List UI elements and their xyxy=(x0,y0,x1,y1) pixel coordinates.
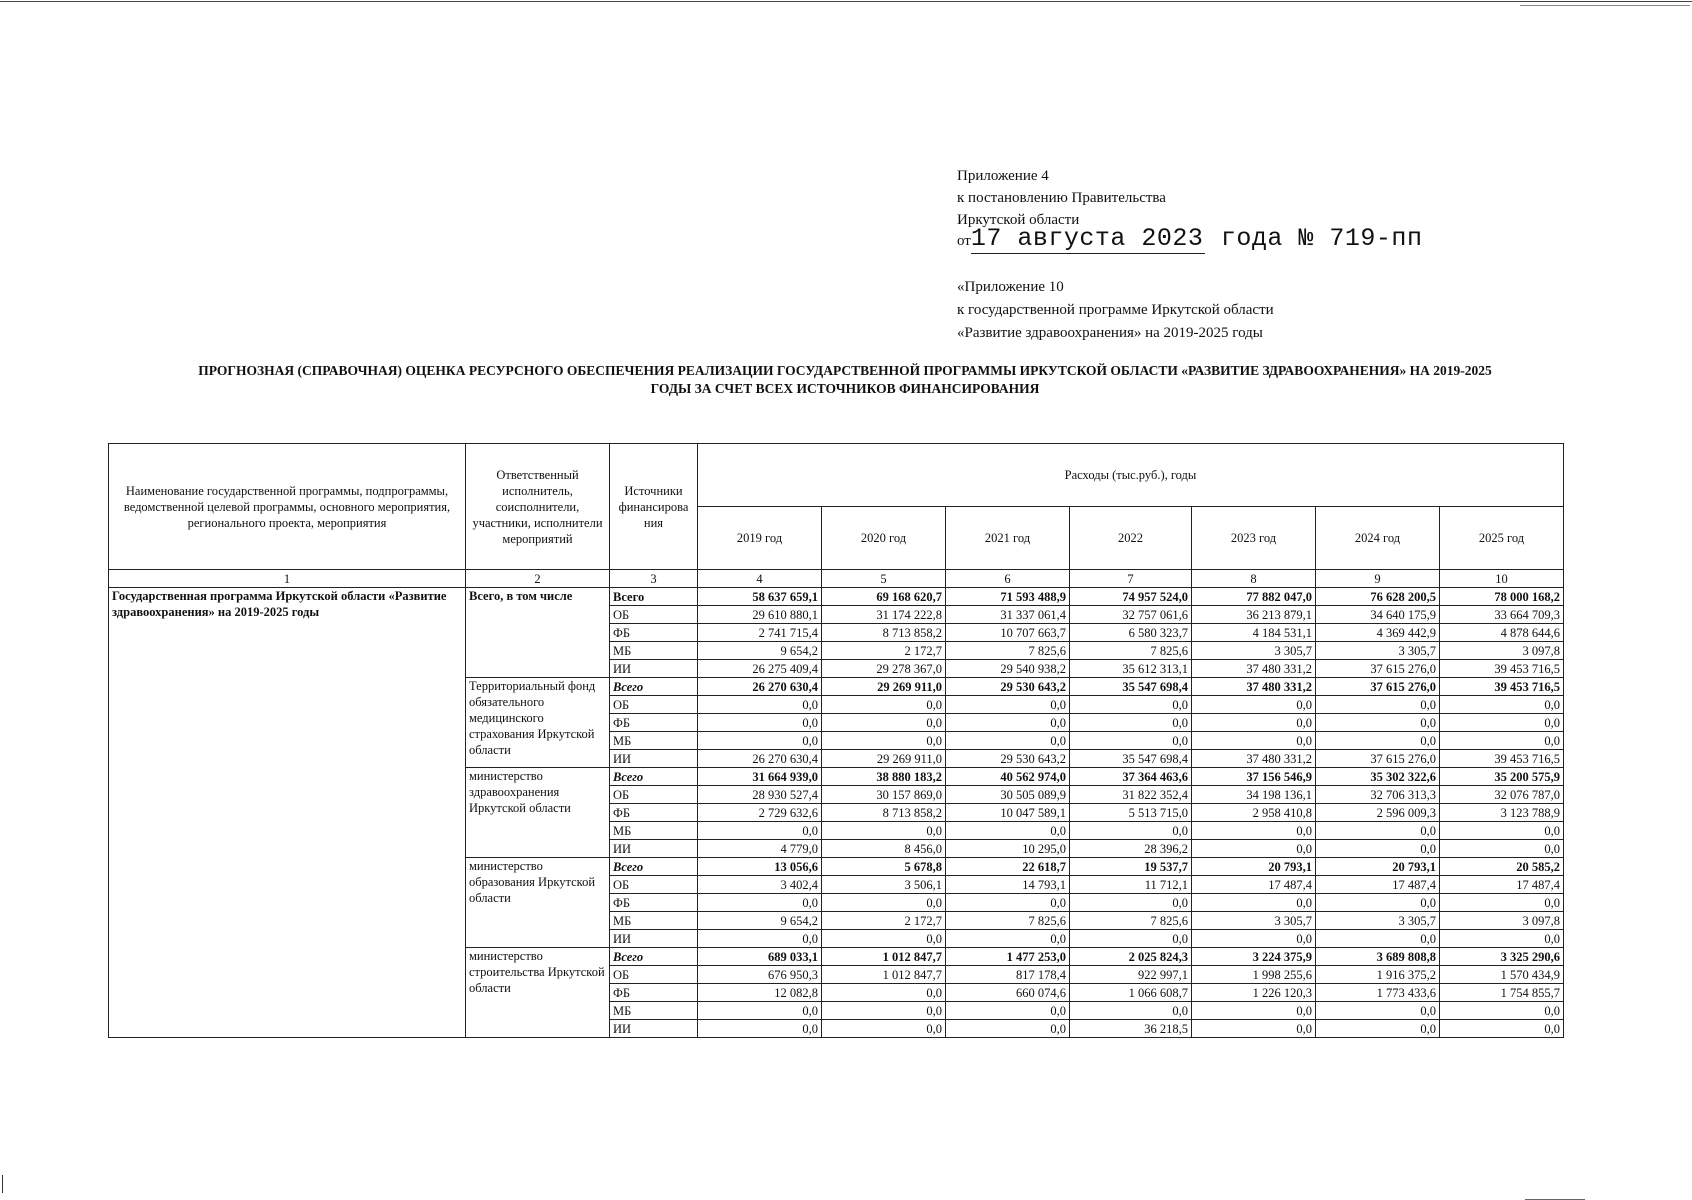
value-cell: 69 168 620,7 xyxy=(822,588,946,606)
column-number: 2 xyxy=(466,570,610,588)
value-cell: 0,0 xyxy=(822,930,946,948)
value-cell: 0,0 xyxy=(1070,930,1192,948)
scan-margin-mark xyxy=(2,1175,3,1193)
value-cell: 0,0 xyxy=(822,1002,946,1020)
value-cell: 8 456,0 xyxy=(822,840,946,858)
value-cell: 0,0 xyxy=(698,930,822,948)
source-cell: Всего xyxy=(610,588,698,606)
value-cell: 0,0 xyxy=(1440,822,1564,840)
value-cell: 20 585,2 xyxy=(1440,858,1564,876)
value-cell: 8 713 858,2 xyxy=(822,804,946,822)
value-cell: 1 012 847,7 xyxy=(822,948,946,966)
value-cell: 1 477 253,0 xyxy=(946,948,1070,966)
decree-date: 17 августа 2023 xyxy=(970,224,1204,253)
value-cell: 0,0 xyxy=(1440,1002,1564,1020)
source-cell: ИИ xyxy=(610,840,698,858)
appendix-line: к постановлению Правительства xyxy=(957,190,1166,206)
source-cell: ФБ xyxy=(610,624,698,642)
value-cell: 34 198 136,1 xyxy=(1192,786,1316,804)
value-cell: 8 713 858,2 xyxy=(822,624,946,642)
value-cell: 3 305,7 xyxy=(1192,642,1316,660)
value-cell: 0,0 xyxy=(1192,1002,1316,1020)
year-header: 2019 год xyxy=(698,507,822,570)
value-cell: 10 707 663,7 xyxy=(946,624,1070,642)
value-cell: 36 218,5 xyxy=(1070,1020,1192,1038)
top-border-line xyxy=(0,1,1692,2)
value-cell: 0,0 xyxy=(822,714,946,732)
value-cell: 32 076 787,0 xyxy=(1440,786,1564,804)
value-cell: 0,0 xyxy=(698,1002,822,1020)
value-cell: 32 757 061,6 xyxy=(1070,606,1192,624)
value-cell: 20 793,1 xyxy=(1192,858,1316,876)
value-cell: 26 275 409,4 xyxy=(698,660,822,678)
executor-cell: министерство образования Иркутской области xyxy=(466,858,610,948)
value-cell: 9 654,2 xyxy=(698,642,822,660)
header-expenses-cell: Расходы (тыс.руб.), годы xyxy=(698,444,1564,507)
value-cell: 37 156 546,9 xyxy=(1192,768,1316,786)
value-cell: 31 337 061,4 xyxy=(946,606,1070,624)
value-cell: 0,0 xyxy=(1316,822,1440,840)
value-cell: 3 402,4 xyxy=(698,876,822,894)
value-cell: 35 547 698,4 xyxy=(1070,678,1192,696)
value-cell: 0,0 xyxy=(1192,714,1316,732)
source-cell: ОБ xyxy=(610,696,698,714)
appendix-line: Иркутской области xyxy=(957,212,1080,228)
title-line: ПРОГНОЗНАЯ (СПРАВОЧНАЯ) ОЦЕНКА РЕСУРСНОГО ОБЕСПЕЧЕНИЯ РЕАЛИЗАЦИИ ГОСУДАРСТВЕННОЙ ПРОГРАММЫ ИРКУТСКОЙ ОБЛАСТИ «РАЗВИТИЕ ЗДРАВООХРАНЕНИЯ» НА 2019-2025 xyxy=(198,363,1492,378)
value-cell: 0,0 xyxy=(1192,840,1316,858)
column-number: 7 xyxy=(1070,570,1192,588)
column-number: 4 xyxy=(698,570,822,588)
value-cell: 39 453 716,5 xyxy=(1440,750,1564,768)
source-cell: МБ xyxy=(610,642,698,660)
value-cell: 34 640 175,9 xyxy=(1316,606,1440,624)
value-cell: 0,0 xyxy=(1070,714,1192,732)
value-cell: 1 998 255,6 xyxy=(1192,966,1316,984)
decree-number: года № 719-пп xyxy=(1205,224,1423,253)
value-cell: 4 184 531,1 xyxy=(1192,624,1316,642)
header-row xyxy=(109,444,1564,507)
value-cell: 2 172,7 xyxy=(822,912,946,930)
appendix2-line: к государственной программе Иркутской области xyxy=(957,302,1274,318)
value-cell: 9 654,2 xyxy=(698,912,822,930)
year-header: 2021 год xyxy=(946,507,1070,570)
column-number: 3 xyxy=(610,570,698,588)
value-cell: 4 369 442,9 xyxy=(1316,624,1440,642)
source-cell: МБ xyxy=(610,912,698,930)
year-header: 2025 год xyxy=(1440,507,1564,570)
value-cell: 0,0 xyxy=(698,696,822,714)
value-cell: 37 480 331,2 xyxy=(1192,660,1316,678)
value-cell: 77 882 047,0 xyxy=(1192,588,1316,606)
value-cell: 0,0 xyxy=(1440,840,1564,858)
value-cell: 29 530 643,2 xyxy=(946,750,1070,768)
source-cell: ОБ xyxy=(610,876,698,894)
value-cell: 29 530 643,2 xyxy=(946,678,1070,696)
value-cell: 3 097,8 xyxy=(1440,642,1564,660)
value-cell: 29 540 938,2 xyxy=(946,660,1070,678)
decree-reference xyxy=(957,224,1422,254)
value-cell: 29 610 880,1 xyxy=(698,606,822,624)
value-cell: 0,0 xyxy=(1192,732,1316,750)
source-cell: ФБ xyxy=(610,894,698,912)
value-cell: 0,0 xyxy=(822,894,946,912)
value-cell: 78 000 168,2 xyxy=(1440,588,1564,606)
value-cell: 26 270 630,4 xyxy=(698,678,822,696)
value-cell: 0,0 xyxy=(698,894,822,912)
column-number: 8 xyxy=(1192,570,1316,588)
column-number: 10 xyxy=(1440,570,1564,588)
value-cell: 0,0 xyxy=(822,1020,946,1038)
value-cell: 12 082,8 xyxy=(698,984,822,1002)
value-cell: 2 958 410,8 xyxy=(1192,804,1316,822)
value-cell: 10 047 589,1 xyxy=(946,804,1070,822)
resource-table xyxy=(108,443,1564,1038)
value-cell: 31 174 222,8 xyxy=(822,606,946,624)
value-cell: 1 916 375,2 xyxy=(1316,966,1440,984)
source-cell: ОБ xyxy=(610,966,698,984)
value-cell: 17 487,4 xyxy=(1440,876,1564,894)
value-cell: 0,0 xyxy=(1070,696,1192,714)
year-header: 2020 год xyxy=(822,507,946,570)
source-cell: Всего xyxy=(610,768,698,786)
table-row xyxy=(109,588,1564,606)
value-cell: 1 012 847,7 xyxy=(822,966,946,984)
header-source-cell: Источники финансирова ния xyxy=(610,444,698,570)
value-cell: 0,0 xyxy=(1316,894,1440,912)
value-cell: 660 074,6 xyxy=(946,984,1070,1002)
value-cell: 0,0 xyxy=(1316,1020,1440,1038)
value-cell: 0,0 xyxy=(1440,1020,1564,1038)
value-cell: 1 754 855,7 xyxy=(1440,984,1564,1002)
value-cell: 0,0 xyxy=(1440,732,1564,750)
value-cell: 3 506,1 xyxy=(822,876,946,894)
source-cell: Всего xyxy=(610,858,698,876)
value-cell: 37 480 331,2 xyxy=(1192,678,1316,696)
source-cell: ФБ xyxy=(610,804,698,822)
value-cell: 35 200 575,9 xyxy=(1440,768,1564,786)
value-cell: 37 615 276,0 xyxy=(1316,678,1440,696)
value-cell: 29 269 911,0 xyxy=(822,750,946,768)
value-cell: 37 364 463,6 xyxy=(1070,768,1192,786)
value-cell: 3 305,7 xyxy=(1316,642,1440,660)
value-cell: 71 593 488,9 xyxy=(946,588,1070,606)
value-cell: 0,0 xyxy=(1440,696,1564,714)
value-cell: 26 270 630,4 xyxy=(698,750,822,768)
value-cell: 1 773 433,6 xyxy=(1316,984,1440,1002)
value-cell: 0,0 xyxy=(1316,696,1440,714)
value-cell: 2 729 632,6 xyxy=(698,804,822,822)
value-cell: 0,0 xyxy=(822,732,946,750)
value-cell: 3 123 788,9 xyxy=(1440,804,1564,822)
value-cell: 0,0 xyxy=(1440,930,1564,948)
value-cell: 1 226 120,3 xyxy=(1192,984,1316,1002)
value-cell: 0,0 xyxy=(1316,840,1440,858)
source-cell: ОБ xyxy=(610,606,698,624)
value-cell: 38 880 183,2 xyxy=(822,768,946,786)
value-cell: 817 178,4 xyxy=(946,966,1070,984)
value-cell: 17 487,4 xyxy=(1192,876,1316,894)
header-executor-cell: Ответственный исполнитель, соисполнители, участники, исполнители мероприятий xyxy=(466,444,610,570)
value-cell: 1 570 434,9 xyxy=(1440,966,1564,984)
value-cell: 0,0 xyxy=(1316,1002,1440,1020)
value-cell: 0,0 xyxy=(1440,894,1564,912)
value-cell: 13 056,6 xyxy=(698,858,822,876)
value-cell: 28 930 527,4 xyxy=(698,786,822,804)
value-cell: 3 305,7 xyxy=(1192,912,1316,930)
value-cell: 35 612 313,1 xyxy=(1070,660,1192,678)
value-cell: 0,0 xyxy=(1316,714,1440,732)
year-header: 2023 год xyxy=(1192,507,1316,570)
value-cell: 36 213 879,1 xyxy=(1192,606,1316,624)
value-cell: 32 706 313,3 xyxy=(1316,786,1440,804)
value-cell: 3 689 808,8 xyxy=(1316,948,1440,966)
value-cell: 0,0 xyxy=(1192,696,1316,714)
value-cell: 3 097,8 xyxy=(1440,912,1564,930)
value-cell: 29 269 911,0 xyxy=(822,678,946,696)
appendix2-line: «Приложение 10 xyxy=(957,279,1064,295)
value-cell: 14 793,1 xyxy=(946,876,1070,894)
program-appendix-header xyxy=(957,276,1274,345)
value-cell: 31 822 352,4 xyxy=(1070,786,1192,804)
value-cell: 7 825,6 xyxy=(1070,642,1192,660)
appendix-line: Приложение 4 xyxy=(957,168,1049,184)
value-cell: 30 505 089,9 xyxy=(946,786,1070,804)
source-cell: ОБ xyxy=(610,786,698,804)
value-cell: 2 025 824,3 xyxy=(1070,948,1192,966)
executor-cell: Территориальный фонд обязательного медицинского страхования Иркутской области xyxy=(466,678,610,768)
value-cell: 0,0 xyxy=(1192,1020,1316,1038)
value-cell: 35 547 698,4 xyxy=(1070,750,1192,768)
value-cell: 20 793,1 xyxy=(1316,858,1440,876)
value-cell: 0,0 xyxy=(946,732,1070,750)
value-cell: 3 305,7 xyxy=(1316,912,1440,930)
value-cell: 31 664 939,0 xyxy=(698,768,822,786)
value-cell: 0,0 xyxy=(1440,714,1564,732)
source-cell: ФБ xyxy=(610,714,698,732)
value-cell: 37 615 276,0 xyxy=(1316,660,1440,678)
value-cell: 58 637 659,1 xyxy=(698,588,822,606)
value-cell: 0,0 xyxy=(822,984,946,1002)
source-cell: ИИ xyxy=(610,660,698,678)
value-cell: 0,0 xyxy=(822,696,946,714)
appendix-header xyxy=(957,165,1166,231)
source-cell: Всего xyxy=(610,948,698,966)
value-cell: 11 712,1 xyxy=(1070,876,1192,894)
value-cell: 0,0 xyxy=(1192,894,1316,912)
value-cell: 29 278 367,0 xyxy=(822,660,946,678)
year-header: 2024 год xyxy=(1316,507,1440,570)
title-line: ГОДЫ ЗА СЧЕТ ВСЕХ ИСТОЧНИКОВ ФИНАНСИРОВАНИЯ xyxy=(650,381,1040,396)
value-cell: 0,0 xyxy=(946,1002,1070,1020)
value-cell: 0,0 xyxy=(822,822,946,840)
value-cell: 0,0 xyxy=(1192,822,1316,840)
value-cell: 17 487,4 xyxy=(1316,876,1440,894)
value-cell: 922 997,1 xyxy=(1070,966,1192,984)
value-cell: 0,0 xyxy=(698,714,822,732)
source-cell: МБ xyxy=(610,732,698,750)
decree-prefix: от xyxy=(957,233,971,249)
value-cell: 676 950,3 xyxy=(698,966,822,984)
value-cell: 0,0 xyxy=(946,822,1070,840)
value-cell: 0,0 xyxy=(1070,894,1192,912)
program-name-cell: Государственная программа Иркутской области «Развитие здравоохранения» на 2019-2025 годы xyxy=(109,588,466,1038)
document-title xyxy=(105,362,1585,398)
executor-cell: министерство здравоохранения Иркутской области xyxy=(466,768,610,858)
value-cell: 5 513 715,0 xyxy=(1070,804,1192,822)
column-number-row xyxy=(109,570,1564,588)
value-cell: 28 396,2 xyxy=(1070,840,1192,858)
value-cell: 7 825,6 xyxy=(946,642,1070,660)
year-header: 2022 xyxy=(1070,507,1192,570)
value-cell: 6 580 323,7 xyxy=(1070,624,1192,642)
value-cell: 0,0 xyxy=(946,894,1070,912)
value-cell: 19 537,7 xyxy=(1070,858,1192,876)
value-cell: 7 825,6 xyxy=(1070,912,1192,930)
value-cell: 7 825,6 xyxy=(946,912,1070,930)
value-cell: 74 957 524,0 xyxy=(1070,588,1192,606)
value-cell: 2 596 009,3 xyxy=(1316,804,1440,822)
value-cell: 37 480 331,2 xyxy=(1192,750,1316,768)
value-cell: 0,0 xyxy=(698,822,822,840)
value-cell: 2 741 715,4 xyxy=(698,624,822,642)
value-cell: 3 325 290,6 xyxy=(1440,948,1564,966)
value-cell: 0,0 xyxy=(1192,930,1316,948)
value-cell: 2 172,7 xyxy=(822,642,946,660)
value-cell: 1 066 608,7 xyxy=(1070,984,1192,1002)
column-number: 5 xyxy=(822,570,946,588)
column-number: 9 xyxy=(1316,570,1440,588)
value-cell: 0,0 xyxy=(1070,822,1192,840)
value-cell: 39 453 716,5 xyxy=(1440,660,1564,678)
value-cell: 35 302 322,6 xyxy=(1316,768,1440,786)
value-cell: 10 295,0 xyxy=(946,840,1070,858)
top-border-line-right xyxy=(1520,5,1690,6)
source-cell: МБ xyxy=(610,1002,698,1020)
source-cell: ИИ xyxy=(610,930,698,948)
source-cell: Всего xyxy=(610,678,698,696)
value-cell: 22 618,7 xyxy=(946,858,1070,876)
value-cell: 3 224 375,9 xyxy=(1192,948,1316,966)
value-cell: 4 779,0 xyxy=(698,840,822,858)
column-number: 6 xyxy=(946,570,1070,588)
value-cell: 40 562 974,0 xyxy=(946,768,1070,786)
value-cell: 0,0 xyxy=(1070,1002,1192,1020)
value-cell: 689 033,1 xyxy=(698,948,822,966)
value-cell: 37 615 276,0 xyxy=(1316,750,1440,768)
source-cell: МБ xyxy=(610,822,698,840)
executor-cell: министерство строительства Иркутской области xyxy=(466,948,610,1038)
value-cell: 0,0 xyxy=(946,714,1070,732)
value-cell: 39 453 716,5 xyxy=(1440,678,1564,696)
value-cell: 0,0 xyxy=(698,732,822,750)
header-name-cell: Наименование государственной программы, подпрограммы, ведомственной целевой программы, основного мероприятия, регионального проекта, мероприятия xyxy=(109,444,466,570)
value-cell: 76 628 200,5 xyxy=(1316,588,1440,606)
value-cell: 0,0 xyxy=(698,1020,822,1038)
value-cell: 30 157 869,0 xyxy=(822,786,946,804)
executor-cell: Всего, в том числе xyxy=(466,588,610,678)
source-cell: ИИ xyxy=(610,1020,698,1038)
value-cell: 0,0 xyxy=(946,696,1070,714)
source-cell: ФБ xyxy=(610,984,698,1002)
value-cell: 0,0 xyxy=(1316,930,1440,948)
value-cell: 33 664 709,3 xyxy=(1440,606,1564,624)
source-cell: ИИ xyxy=(610,750,698,768)
column-number: 1 xyxy=(109,570,466,588)
value-cell: 4 878 644,6 xyxy=(1440,624,1564,642)
value-cell: 0,0 xyxy=(1316,732,1440,750)
value-cell: 5 678,8 xyxy=(822,858,946,876)
value-cell: 0,0 xyxy=(946,1020,1070,1038)
value-cell: 0,0 xyxy=(946,930,1070,948)
value-cell: 0,0 xyxy=(1070,732,1192,750)
appendix2-line: «Развитие здравоохранения» на 2019-2025 годы xyxy=(957,325,1263,341)
